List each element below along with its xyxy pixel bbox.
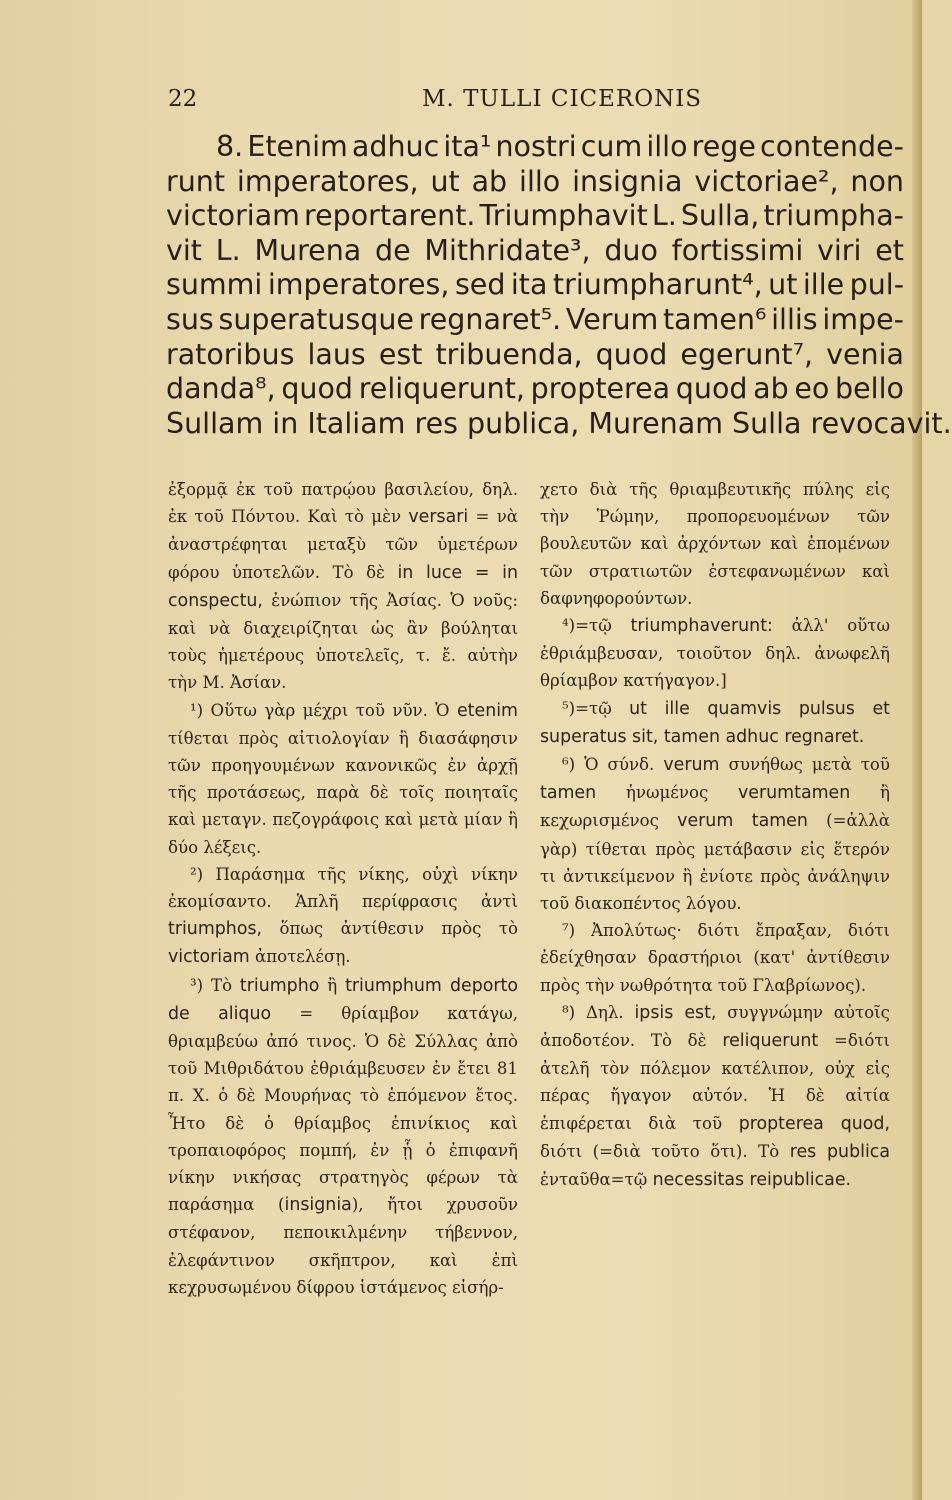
- main-text-line: 8. Etenim adhuc ita¹ nostri cum illo rege contende-: [216, 130, 904, 163]
- main-text-line: runt imperatores, ut ab illo insignia victoriae², non: [166, 164, 904, 198]
- note-8: ⁸) Δηλ. ipsis est, συγγνώμην αὐτοῖς ἀποδοτέον. Τὸ δὲ reliquerunt =διότι ἀτελῆ τὸν πόλεμον κατέλιπον, οὐχ εἰς πέρας ἤγαγον αὐτόν. Ἡ δὲ αἰτία ἐπιφέρεται διὰ τοῦ propterea quod, διότι (=διὰ τοῦτο ὅτι). Τὸ res publica ἐνταῦθα=τῷ necessitas reipublicae.: [540, 1002, 891, 1191]
- main-text-line: summi imperatores, sed ita triumpharunt⁴, ut ille pul-: [166, 268, 904, 302]
- main-text-line: danda⁸, quod reliquerunt, propterea quod ab eo bello: [166, 372, 904, 406]
- page-number: 22: [168, 86, 198, 112]
- main-text-line: vit L. Murena de Mithridate³, duo fortissimi viri et: [166, 233, 904, 267]
- main-text-line: Sullam in Italiam res publica, Murenam Sulla revocavit.: [166, 406, 952, 440]
- main-text-line: ratoribus laus est tribuenda, quod egerunt⁷, venia: [166, 337, 904, 371]
- notes-column-right: [540, 476, 890, 1396]
- main-text-line: sus superatusque regnaret⁵. Verum tamen⁶ illis impe-: [166, 302, 904, 336]
- note-6: ⁶) Ὁ σύνδ. verum συνήθως μετὰ τοῦ tamen ἡνωμένος verumtamen ἢ κεχωρισμένος verum tamen (=ἀλλὰ γὰρ) τίθεται πρὸς μετάβασιν εἰς ἕτερόν τι ἀντικείμενον ἢ ἐνίοτε πρὸς ἀνάληψιν τοῦ διακοπέντος λόγου.: [540, 755, 890, 914]
- main-latin-text: [166, 130, 952, 441]
- note-2: ²) Παράσημα τῆς νίκης, οὐχὶ νίκην ἐκομίσαντο. Ἁπλῆ περίφρασις ἀντὶ triumphos, ὅπως ἀντίθεσιν πρὸς τὸ victoriam ἀποτελέσῃ.: [168, 864, 518, 968]
- note-1: ¹) Οὕτω γὰρ μέχρι τοῦ νῦν. Ὁ etenim τίθεται πρὸς αἰτιολογίαν ἢ διασάφησιν τῶν προηγουμένων κανονικῶς ἐν ἀρχῇ τῆς προτάσεως, παρὰ δὲ τοῖς ποιηταῖς καὶ μεταγν. πεζογράφοις καὶ μετὰ μίαν ἢ δύο λέξεις.: [168, 700, 518, 857]
- running-title: M. TULLI CICERONIS: [422, 86, 703, 112]
- notes-column-left: [168, 476, 518, 1396]
- note-continuation: ἐξορμᾷ ἐκ τοῦ πατρῴου βασιλείου, δηλ. ἐκ τοῦ Πόντου. Καὶ τὸ μὲν versari = νὰ ἀναστρέφηται μεταξὺ τῶν ὑμετέρων φόρου ὑποτελῶν. Τὸ δὲ in luce = in conspectu, ἐνώπιον τῆς Ἀσίας. Ὁ νοῦς: καὶ νὰ διαχειρίζηται ὡς ἂν βούληται τοὺς ἡμετέρους ὑποτελεῖς, τ. ἔ. αὐτὴν τὴν Μ. Ἀσίαν.: [168, 480, 519, 693]
- commentary-notes: [168, 476, 890, 1396]
- note-3: ³) Τὸ triumpho ἢ triumphum deporto de aliquo = θρίαμβον κατάγω, θριαμβεύω ἀπό τινος. Ὁ δὲ Σύλλας ἀπὸ τοῦ Μιθριδάτου ἐθριάμβευσεν ἐν ἔτει 81 π. Χ. ὁ δὲ Μουρήνας τὸ ἑπόμενον ἔτος. Ἦτο δὲ ὁ θρίαμβος ἐπινίκιος καὶ τροπαιοφόρος πομπή, ἐν ᾗ ὁ ἐπιφανῆ νίκην νικήσας στρατηγὸς φέρων τὰ παράσημα (insignia), ἤτοι χρυσοῦν στέφανον, πεποικιλμένην τήβεννον, ἐλεφάντινον σκῆπτρον, καὶ ἐπὶ κεχρυσωμένου δίφρου ἱστάμενος εἰσήρ-: [168, 975, 518, 1297]
- main-text-line: victoriam reportarent. Triumphavit L. Sulla, triumpha-: [166, 199, 904, 233]
- note-5: ⁵)=τῷ ut ille quamvis pulsus et superatus sit, tamen adhuc regnaret.: [540, 698, 890, 747]
- note-4: ⁴)=τῷ triumphaverunt: ἀλλ' οὕτω ἐθριάμβευσαν, τοιοῦτον δηλ. ἀνωφελῆ θρίαμβον κατήγαγον.]: [540, 616, 890, 691]
- note-3-continuation: χετο διὰ τῆς θριαμβευτικῆς πύλης εἰς τὴν Ῥώμην, προπορευομένων τῶν βουλευτῶν καὶ ἀρχόντων καὶ ἑπομένων τῶν στρατιωτῶν ἐστεφανωμένων καὶ δαφνηφορούντων.: [540, 480, 890, 608]
- note-7: ⁷) Ἀπολύτως· διότι ἔπραξαν, διότι ἐδείχθησαν δραστήριοι (κατ' ἀντίθεσιν πρὸς τὴν νωθρότητα τοῦ Γλαβρίωνος).: [540, 921, 890, 995]
- running-head: [168, 86, 890, 120]
- page-edge-shadow: [912, 0, 922, 1500]
